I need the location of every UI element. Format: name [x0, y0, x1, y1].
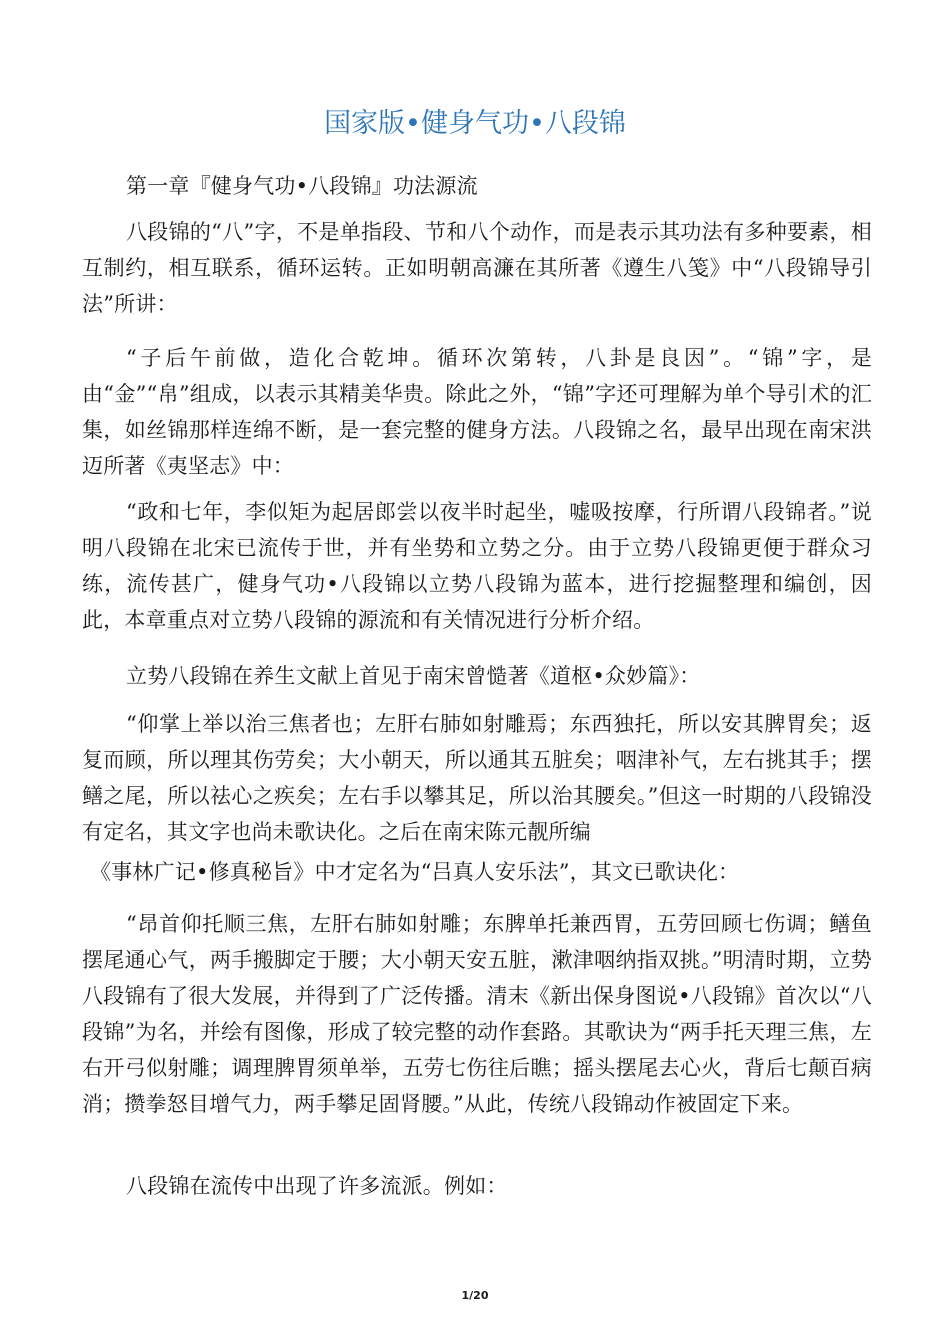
page-number: 1/20 — [461, 1289, 489, 1302]
paragraph-3: “政和七年，李似矩为起居郎尝以夜半时起坐，嘘吸按摩，行所谓八段锦者。”说明八段锦在北宋已流传于世，并有坐势和立势之分。由于立势八段锦更便于群众习练，流传甚广，健身气功•八段锦以立势八段锦为蓝本，进行挖掘整理和编创，因此，本章重点对立势八段锦的源流和有关情况进行分析介绍。 — [82, 500, 872, 632]
document-title: 国家版•健身气功•八段锦 — [324, 108, 626, 139]
chapter-heading: 第一章『健身气功•八段锦』功法源流 — [126, 174, 478, 198]
paragraph-4: 立势八段锦在养生文献上首见于南宋曾慥著《道枢•众妙篇》： — [126, 664, 701, 688]
paragraph-6: 《事林广记•修真秘旨》中才定名为“吕真人安乐法”，其文已歌诀化： — [90, 860, 740, 884]
paragraph-7: “昂首仰托顺三焦，左肝右肺如射雕；东脾单托兼西胃，五劳回顾七伤调；鳝鱼摆尾通心气，两手搬脚定于腰；大小朝天安五脏，漱津咽纳指双挑。”明清时期，立势八段锦有了很大发展，并得到了广泛传播。清末《新出保身图说•八段锦》首次以“八段锦”为名，并绘有图像，形成了较完整的动作套路。其歌诀为“两手托天理三焦，左右开弓似射雕；调理脾胃须单举，五劳七伤往后瞧；摇头摆尾去心火，背后七颠百病消；攒拳怒目增气力，两手攀足固肾腰。”从此，传统八段锦动作被固定下来。 — [82, 912, 872, 1116]
paragraph-2: “子后午前做，造化合乾坤。循环次第转，八卦是良因”。“锦”字，是由“金”“帛”组成，以表示其精美华贵。除此之外，“锦”字还可理解为单个导引术的汇集，如丝锦那样连绵不断，是一套完整的健身方法。八段锦之名，最早出现在南宋洪迈所著《夷坚志》中： — [82, 346, 872, 478]
paragraph-8: 八段锦在流传中出现了许多流派。例如： — [126, 1174, 508, 1198]
paragraph-1: 八段锦的“八”字，不是单指段、节和八个动作，而是表示其功法有多种要素，相互制约，相互联系，循环运转。正如明朝高濂在其所著《遵生八笺》中“八段锦导引法”所讲： — [82, 220, 872, 316]
paragraph-5: “仰掌上举以治三焦者也；左肝右肺如射雕焉；东西独托，所以安其脾胃矣；返复而顾，所以理其伤劳矣；大小朝天，所以通其五脏矣；咽津补气，左右挑其手；摆鳝之尾，所以祛心之疾矣；左右手以攀其足，所以治其腰矣。”但这一时期的八段锦没有定名，其文字也尚未歌诀化。之后在南宋陈元靓所编 — [82, 712, 872, 844]
